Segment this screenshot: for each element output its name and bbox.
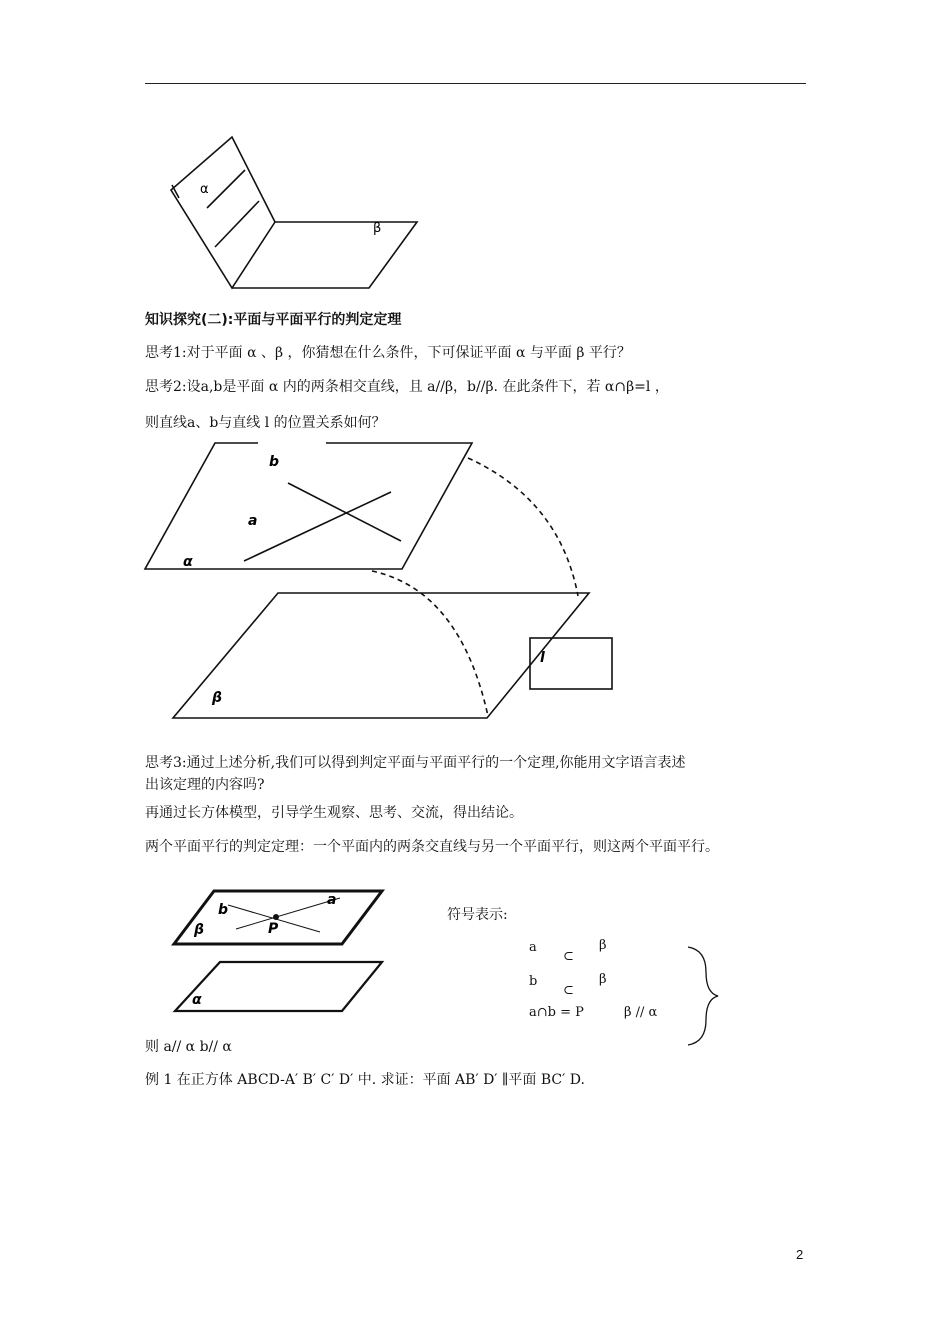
plane-alpha-outline [175, 962, 382, 1011]
question-3-line-1: 思考3:通过上述分析,我们可以得到判定平面与平面平行的一个定理,你能用文字语言表述 [145, 755, 686, 771]
conclusion-text: 则 a// α b// α [145, 1039, 232, 1055]
guide-text: 再通过长方体模型，引导学生观察、思考、交流，得出结论。 [145, 805, 523, 821]
symbol-row1-op: ⊂ [563, 949, 574, 964]
symbol-row1-left: a [529, 940, 537, 955]
line-a [236, 898, 340, 929]
label-b: b [269, 454, 280, 470]
example-text: 例 1 在正方体 ABCD-A′ B′ C′ D′ 中. 求证：平面 AB′ D′ ∥平面 BC′ D. [145, 1072, 585, 1088]
symbol-row2-left: b [529, 974, 538, 989]
page-number: 2 [796, 1247, 804, 1262]
symbol-row2-op: ⊂ [563, 983, 574, 998]
label-alpha: α [192, 992, 202, 1008]
question-2-line-1: 思考2:设a,b是平面 α 内的两条相交直线，且 a//β，b//β. 在此条件下，若 α∩β=l ， [145, 379, 669, 395]
symbol-row1-right: β [599, 938, 607, 953]
label-b: b [218, 902, 229, 918]
symbol-row3-right: β // α [624, 1005, 658, 1020]
section-title: 知识探究(二):平面与平面平行的判定定理 [145, 312, 402, 328]
label-p: P [268, 921, 279, 937]
label-alpha: α [200, 182, 209, 197]
symbol-row2-right: β [599, 972, 607, 987]
right-brace [688, 947, 718, 1045]
symbol-title: 符号表示: [447, 907, 508, 923]
label-a: a [248, 513, 258, 529]
label-a: a [327, 892, 337, 908]
question-3-line-2: 出该定理的内容吗? [145, 777, 265, 793]
question-1: 思考1:对于平面 α 、β ，你猜想在什么条件，下可保证平面 α 与平面 β 平行？ [145, 345, 631, 361]
label-l: l [540, 650, 545, 666]
point-p [273, 914, 279, 920]
label-beta: β [194, 922, 205, 938]
symbol-row3-left: a∩b = P [529, 1005, 584, 1020]
label-beta: β [373, 221, 382, 236]
label-alpha: α [183, 554, 193, 570]
label-beta: β [212, 690, 223, 706]
theorem-text: 两个平面平行的判定定理：一个平面内的两条交直线与另一个平面平行，则这两个平面平行。 [145, 839, 719, 855]
question-2-line-2: 则直线a、b与直线 l 的位置关系如何？ [145, 415, 386, 431]
